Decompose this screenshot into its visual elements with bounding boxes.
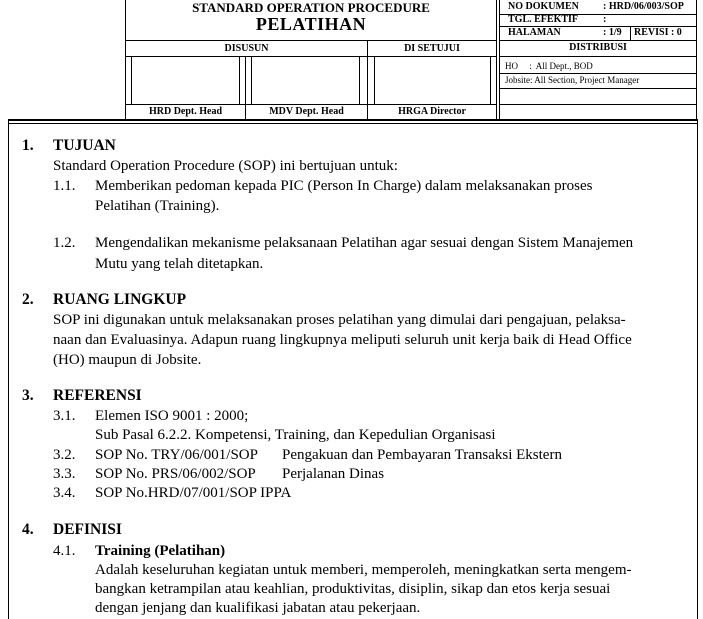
halaman-value: : 1/9	[603, 27, 622, 38]
section-2-line-3: (HO) maupun di Jobsite.	[53, 352, 202, 368]
header-col-divider	[359, 56, 360, 104]
header-mid-border-2	[499, 0, 500, 121]
section-2-title: RUANG LINGKUP	[53, 291, 187, 308]
page-title: PELATIHAN	[255, 14, 367, 34]
disetujui-label: DI SETUJUI	[404, 43, 460, 54]
header-right-border	[696, 0, 697, 121]
header-line	[499, 88, 697, 89]
distribusi-label: DISTRIBUSI	[569, 42, 627, 53]
item-3-3-desc: Perjalanan Dinas	[282, 466, 385, 482]
header-line	[499, 56, 697, 57]
tgl-efektif-label: TGL. EFEKTIF	[508, 14, 579, 25]
item-1-1-line-2: Pelatihan (Training).	[95, 198, 220, 214]
section-2-number: 2.	[22, 291, 34, 308]
header-col-divider	[239, 56, 240, 104]
distribusi-jobsite: Jobsite: All Section, Project Manager	[505, 75, 640, 85]
item-3-1-text: Elemen ISO 9001 : 2000;	[95, 408, 249, 424]
section-3-number: 3.	[22, 387, 34, 404]
tgl-efektif-value: :	[603, 14, 607, 25]
section-2-line-2: naan dan Evaluasinya. Adapun ruang lingkupnya meliputi seluruh unit kerja baik di Head Office	[53, 332, 632, 348]
item-3-1-number: 3.1.	[53, 408, 76, 424]
header-line	[499, 40, 697, 41]
header-line	[499, 73, 697, 74]
item-1-2-line-2: Mutu yang telah ditetapkan.	[95, 256, 264, 272]
item-3-3-number: 3.3.	[53, 466, 76, 482]
header-col-divider	[251, 56, 252, 104]
halaman-label: HALAMAN	[508, 27, 561, 38]
header-separator	[8, 119, 698, 121]
item-3-2-text: SOP No. TRY/06/001/SOP	[95, 447, 258, 463]
section-3-title: REFERENSI	[53, 387, 142, 404]
header-col-divider	[490, 56, 491, 104]
item-3-3-text: SOP No. PRS/06/002/SOP	[95, 466, 256, 482]
item-4-1-line-3: dengan jenjang dan kualifikasi jabatan atau pekerjaan.	[95, 600, 421, 616]
header-line	[125, 40, 497, 41]
header-line	[125, 104, 497, 105]
signer-hrga: HRGA Director	[398, 106, 466, 117]
signer-mdv: MDV Dept. Head	[269, 106, 344, 117]
document-header	[0, 0, 703, 121]
doc-no-label: NO DOKUMEN	[508, 1, 579, 12]
header-separator-2	[8, 123, 698, 124]
distribusi-ho: HO : All Dept., BOD	[505, 61, 593, 71]
item-4-1-term: Training (Pelatihan)	[95, 543, 226, 559]
header-col-divider	[131, 56, 132, 104]
item-4-1-line-2: bangkan ketrampilan atau keahlian, produktivitas, disiplin, sikap dan etos kerja sesuai	[95, 581, 611, 597]
item-3-2-number: 3.2.	[53, 447, 76, 463]
item-3-2-desc: Pengakuan dan Pembayaran Transaksi Ekstern	[282, 447, 562, 463]
item-4-1-line-1: Adalah keseluruhan kegiatan untuk memberi, memperoleh, meningkatkan serta mengem-	[95, 562, 632, 578]
item-3-4-number: 3.4.	[53, 485, 76, 501]
item-1-1-number: 1.1.	[53, 178, 76, 194]
item-4-1-number: 4.1.	[53, 543, 76, 559]
item-1-1-line-1: Memberikan pedoman kepada PIC (Person In Charge) dalam melaksanakan proses	[95, 178, 593, 194]
section-1-intro: Standard Operation Procedure (SOP) ini bertujuan untuk:	[53, 158, 398, 174]
header-mid-border	[496, 0, 497, 121]
section-1-title: TUJUAN	[53, 137, 116, 154]
revisi-value: REVISI : 0	[634, 27, 682, 38]
signer-hrd: HRD Dept. Head	[148, 106, 223, 117]
section-1-number: 1.	[22, 137, 34, 154]
sop-label: STANDARD OPERATION PROCEDURE	[192, 0, 430, 15]
header-line	[499, 104, 697, 105]
section-2-line-1: SOP ini digunakan untuk melaksanakan proses pelatihan yang dimulai dari pengajuan, pelaksa-	[53, 312, 626, 328]
doc-no-value: : HRD/06/003/SOP	[603, 1, 684, 12]
page-frame-left	[8, 119, 9, 619]
item-3-4-text: SOP No.HRD/07/001/SOP IPPA	[95, 485, 292, 501]
header-line	[125, 56, 497, 57]
item-3-1-sub: Sub Pasal 6.2.2. Kompetensi, Training, dan Kepedulian Organisasi	[95, 427, 496, 443]
item-1-2-number: 1.2.	[53, 235, 76, 251]
disusun-label: DISUSUN	[224, 43, 269, 54]
page-frame-right	[697, 119, 698, 619]
header-col-divider	[630, 26, 631, 40]
item-1-2-line-1: Mengendalikan mekanisme pelaksanaan Pelatihan agar sesuai dengan Sistem Manajemen	[95, 235, 634, 251]
header-col-divider	[374, 56, 375, 104]
section-4-title: DEFINISI	[53, 521, 122, 538]
section-4-number: 4.	[22, 521, 34, 538]
